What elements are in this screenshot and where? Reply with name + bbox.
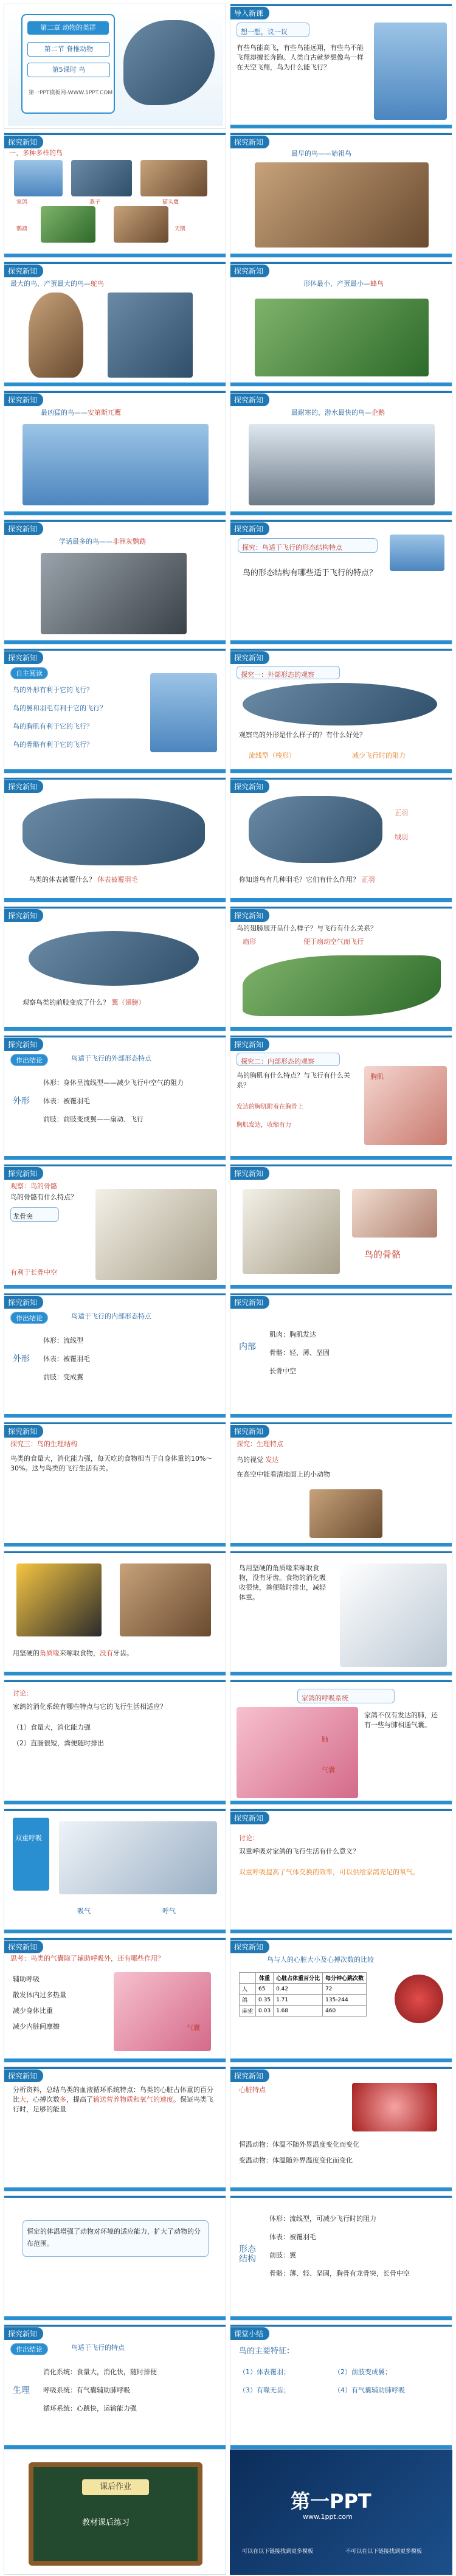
function-item: 减少内脏间摩擦	[13, 2023, 60, 2031]
slide-bone	[230, 1164, 452, 1289]
conclusion-badge: 作出结论	[10, 1054, 48, 1066]
intro-flying-bird-image	[374, 23, 447, 120]
feather-label: 正羽	[395, 809, 408, 817]
feature-item: （3）有喙无齿；	[239, 2386, 290, 2394]
question: 双重呼吸对家鸽的飞行生活有什么意义？	[239, 1847, 359, 1855]
inhale-label: 吸气	[77, 1907, 91, 1915]
body-text: 在高空中能看清地面上的小动物	[237, 1470, 330, 1478]
reading-badge: 自主阅读	[10, 667, 48, 679]
slide-title: 探究：生理特点	[237, 1440, 283, 1448]
slide-respiratory	[230, 1680, 452, 1805]
slide-constant-temperature	[4, 2195, 226, 2321]
slide-beak	[4, 1551, 226, 1676]
reading-item: 鸟的翼和羽毛有利于它的飞行？	[13, 704, 106, 712]
title-box	[237, 666, 340, 679]
temperature-line: 变温动物：体温随外界温度变化而变化	[239, 2156, 353, 2164]
question: 鸟的胸肌有什么特点？与飞行有什么关系？	[237, 1072, 350, 1089]
slide-internal-summary	[230, 1293, 452, 1418]
pigeon-image	[22, 798, 205, 865]
slide-airsac-functions	[4, 1937, 226, 2063]
cover-bird-image	[123, 20, 215, 105]
question-box	[238, 538, 378, 553]
reading-item: 鸟的胸肌有利于它的飞行？	[13, 722, 93, 730]
slide-parrot	[4, 519, 226, 645]
bird-label: 鹦鹉	[16, 226, 28, 232]
hornbill-image	[16, 1563, 102, 1636]
table-header: 每分钟心跳次数	[323, 1973, 367, 1984]
brand-url: www.1ppt.com	[303, 2513, 353, 2521]
muscle-label: 发达的胸肌附着在胸骨上	[237, 1104, 303, 1110]
slide-title: 最早的鸟——始祖鸟	[291, 150, 351, 158]
side-label: 内部	[239, 1342, 256, 1352]
slide-conclusion-internal	[4, 1293, 226, 1418]
section-tag: 探究新知	[230, 909, 269, 922]
discussion-line: 家鸽的消化系统有哪些特点与它的飞行生活相适应？	[13, 1703, 167, 1711]
answer-1: 扇形	[243, 938, 256, 946]
slide-summary	[230, 2324, 452, 2450]
slide-intro	[230, 4, 452, 129]
feather-label: 绒羽	[395, 833, 408, 841]
slide-title: 最大的鸟、产蛋最大的鸟—鸵鸟	[10, 280, 104, 288]
answer: 有利于长骨中空	[10, 1269, 57, 1276]
section-tag: 探究新知	[4, 1425, 43, 1438]
penguin-image	[249, 424, 435, 505]
feature-item: （4）有气囊辅助肺呼吸	[334, 2386, 405, 2394]
ending-background	[230, 2450, 452, 2575]
title-box	[237, 1053, 340, 1066]
slide-circulation	[4, 2066, 226, 2192]
slide-internal-observation	[230, 1035, 452, 1160]
section-tag: 探究新知	[4, 909, 43, 922]
section-tag: 探究新知	[4, 2327, 43, 2340]
cover-background	[8, 8, 223, 126]
parrot-image	[41, 553, 187, 634]
exhale-label: 呼气	[162, 1907, 176, 1915]
conclusion-row: 消化系统：食量大，消化快，随时排便	[43, 2368, 157, 2376]
intro-box	[237, 23, 309, 37]
bird-label: 燕子	[89, 199, 101, 206]
muscle-label: 胸肌发达，收缩有力	[237, 1122, 291, 1129]
slide-conclusion-external	[4, 1035, 226, 1160]
answer: 双重呼吸提高了气体交换的效率，可以供给家鸽充足的氧气。	[239, 1868, 420, 1876]
section-tag: 探究新知	[230, 1425, 269, 1438]
table-header: 体重	[256, 1973, 274, 1984]
body-text: 用坚硬的角质喙来啄取食物，没有牙齿。	[13, 1649, 133, 1657]
table-row: 鸽 0.35 1.71 135-244	[240, 1995, 367, 2006]
slide-hummingbird	[230, 261, 452, 387]
side-label: 外形	[13, 1354, 30, 1364]
conclusion-row: 体形：流线型	[43, 1337, 83, 1345]
summary-row: 骨骼：薄、轻、坚固，胸骨有龙骨突，长骨中空	[269, 2270, 410, 2277]
side-label: 形态结构	[239, 2245, 256, 2264]
section-tag: 探究新知	[4, 393, 43, 406]
slide-external-observation	[230, 648, 452, 774]
bird-image-4	[41, 206, 95, 243]
conclusion-row: 长骨中空	[269, 1367, 296, 1375]
slide-ostrich	[4, 261, 226, 387]
section-tag: 探究新知	[4, 522, 43, 535]
slide-self-reading	[4, 648, 226, 774]
conclusion-row: 前肢：前肢变成翼——扇动、飞行	[43, 1115, 143, 1123]
wing-image	[243, 955, 441, 1016]
body-text: 恒定的体温增强了动物对环境的适应能力，扩大了动物的分布范围。	[27, 2228, 201, 2248]
temperature-line: 恒温动物：体温不随外界温度变化而变化	[239, 2141, 359, 2148]
bird-label: 猫头鹰	[162, 199, 179, 206]
section-tag: 课堂小结	[230, 2327, 269, 2340]
feature-item: （1）体表覆羽；	[239, 2368, 290, 2376]
slide-title: 心脏特点	[239, 2086, 266, 2094]
slide-title: 讨论：	[13, 1689, 33, 1697]
slide-title: 探究二：内部形态的观察	[241, 1058, 314, 1065]
digestive-diagram	[340, 1563, 447, 1667]
section-tag: 探究新知	[230, 393, 269, 406]
homework-title: 课后作业	[82, 2479, 149, 2495]
question: 鸟的翅膀展开呈什么样子？与飞行有什么关系？	[237, 924, 377, 932]
section-tag: 探究新知	[4, 1296, 43, 1309]
question: 观察鸟的外形是什么样子的？有什么好处？	[239, 731, 366, 739]
title-badge	[13, 1818, 49, 1891]
muscle-label: 胸肌	[370, 1073, 384, 1081]
intro-box-title: 想一想，议一议	[241, 28, 288, 36]
slide-title: 双重呼吸	[15, 1834, 42, 1842]
heart-image	[352, 2083, 437, 2131]
table-header	[240, 1973, 256, 1984]
slide-double-respiration-discussion	[230, 1809, 452, 1934]
bird-outline-image	[243, 683, 437, 725]
eagle-image	[120, 1563, 211, 1636]
summary-row: 体形：流线型，可减少飞行时的阻力	[269, 2215, 376, 2223]
slide-cover	[4, 4, 226, 129]
slide-conclusion-physiology	[4, 2324, 226, 2450]
section-tag: 探究新知	[230, 1296, 269, 1309]
bird-image-5	[114, 206, 168, 243]
slide-condor	[4, 390, 226, 516]
question-text: 探究：鸟适于飞行的形态结构特点	[242, 544, 342, 552]
slide-title: 探究三：鸟的生理结构	[10, 1440, 77, 1448]
section-tag: 探究新知	[4, 780, 43, 793]
table-row: 人 65 0.42 72	[240, 1984, 367, 1995]
question: 观察鸟类的前肢变成了什么？ 翼（翅膀）	[22, 999, 145, 1006]
section-tag: 探究新知	[230, 1941, 269, 1953]
body-text: 鸟用坚硬的角质喙来啄取食物，没有牙齿。食物的消化吸收很快，粪便随时排出，减轻体重。	[239, 1564, 326, 1601]
table-header: 心脏占体重百分比	[274, 1973, 323, 1984]
conclusion-badge: 作出结论	[10, 2343, 48, 2355]
slide-title: 鸟与人的心脏大小及心搏次数的比较	[267, 1956, 374, 1964]
answer-2: 便于扇动空气而飞行	[303, 938, 364, 946]
slide-wings	[4, 906, 226, 1031]
slide-title: 最耐寒的、游水最快的鸟—企鹅	[291, 409, 385, 417]
section-tag: 探究新知	[230, 1812, 269, 1824]
slide-temperature	[230, 2066, 452, 2192]
cover-title-box	[21, 14, 115, 114]
summary-row: 体表：被覆羽毛	[269, 2233, 316, 2241]
conclusion-row: 肌肉：胸肌发达	[269, 1331, 316, 1338]
body-text: 分析资料，总结鸟类的血液循环系统特点：鸟类的心脏占体重的百分比大，心搏次数多，提高了输送营养物质和氧气的速度。保证鸟类飞行时，足够的能量	[13, 2086, 213, 2113]
section-tag: 探究新知	[4, 1167, 43, 1180]
slide-physiology	[4, 1422, 226, 1547]
airsac-diagram	[114, 1972, 211, 2051]
skeleton-image	[95, 1189, 217, 1280]
slide-skeleton	[4, 1164, 226, 1289]
slide-archaeopteryx	[230, 133, 452, 258]
conclusion-row: 骨骼：轻、薄、坚固	[269, 1349, 330, 1357]
airsac-label: 气囊	[322, 1766, 335, 1774]
label-box	[10, 1207, 59, 1222]
section-tag: 探究新知	[230, 265, 269, 277]
slide-digestion	[230, 1551, 452, 1676]
conclusion-row: 体表：被覆羽毛	[43, 1355, 90, 1363]
side-label: 外形	[13, 1096, 30, 1106]
section-tag: 探究新知	[230, 780, 269, 793]
table-row: 麻雀 0.03 1.68 460	[240, 2006, 367, 2017]
section-tag: 探究新知	[230, 651, 269, 664]
reading-item: 鸟的外形有利于它的飞行？	[13, 686, 93, 694]
ostrich-egg-image	[29, 293, 83, 378]
bird-image	[390, 535, 444, 571]
body-text: 家鸽不仅有发达的肺，还有一些与肺相通气囊。	[364, 1711, 438, 1729]
table-header-row	[240, 1973, 367, 1984]
summary-row: 前肢：翼	[269, 2251, 296, 2259]
question: 鸟的视觉 发达	[237, 1456, 279, 1464]
cover-lesson: 第5课时 鸟	[27, 63, 110, 77]
question: 鸟类的体表被覆什么？ 体表被覆羽毛	[29, 876, 138, 884]
reading-item: 鸟的骨骼有利于它的飞行？	[13, 741, 93, 749]
archaeopteryx-image	[255, 162, 429, 248]
slide-title: 家鸽的呼吸系统	[302, 1694, 348, 1702]
section-tag: 探究新知	[4, 1038, 43, 1051]
slide-penguin	[230, 390, 452, 516]
homework-text: 教材课后练习	[82, 2518, 130, 2527]
function-item: 辅助呼吸	[13, 1975, 40, 1983]
answer-2: 减少飞行时的阻力	[352, 752, 406, 760]
answer-1: 流线型（梭形）	[249, 752, 295, 760]
slide-ending	[230, 2450, 452, 2575]
function-item: 散发体内过多热量	[13, 1991, 66, 1999]
slide-feathers	[4, 777, 226, 902]
conclusion-row: 循环系统：心跳快，运输能力强	[43, 2405, 137, 2412]
section-tag: 导入新课	[230, 7, 269, 19]
discussion-line: （2）直肠很短，粪便随时排出	[13, 1739, 104, 1747]
section-tag: 探究新知	[4, 1941, 43, 1953]
hummingbird-image	[255, 299, 429, 376]
respiratory-diagram	[237, 1707, 358, 1798]
airsac-label: 气囊	[187, 2024, 200, 2032]
title-box	[297, 1689, 395, 1703]
section-tag: 探究新知	[230, 1167, 269, 1180]
conclusion-row: 呼吸系统：有气囊辅助肺呼吸	[43, 2386, 130, 2394]
link-text: 不可以在以下链接找到更多模板	[345, 2549, 423, 2555]
slide-homework	[4, 2450, 226, 2575]
slide-title: 观察：鸟的骨骼	[10, 1182, 57, 1190]
bird-image-2	[71, 160, 132, 196]
slide-explore-question	[230, 519, 452, 645]
cover-footer: 第一PPT模板网-WWW.1PPT.COM	[29, 90, 113, 96]
bone-label: 鸟的骨骼	[364, 1249, 401, 1260]
section-tag: 探究新知	[4, 651, 43, 664]
conclusion-row: 体表：被覆羽毛	[43, 1097, 90, 1105]
cover-chapter: 第二章 动物的类群	[27, 21, 109, 35]
section-tag: 探究新知	[230, 1038, 269, 1051]
slide-title: 一、多种多样的鸟	[9, 149, 63, 157]
feature-item: （2）前肢变成翼；	[334, 2368, 392, 2376]
cover-section: 第二节 脊椎动物	[27, 42, 110, 57]
conclusion-title: 鸟适于飞行的外部形态特点	[71, 1054, 151, 1062]
bird-label: 天鹅	[174, 226, 186, 232]
info-box	[22, 2220, 209, 2257]
function-item: 减少身体比重	[13, 2007, 53, 2015]
bone-image	[352, 1189, 437, 1238]
slide-title: 探究一：外部形态的观察	[241, 671, 314, 679]
chalkboard	[29, 2462, 202, 2566]
slide-wing-shape	[230, 906, 452, 1031]
pigeon-image	[249, 796, 382, 863]
bird-wing-image	[29, 931, 199, 986]
slide-feather-types	[230, 777, 452, 902]
side-label: 生理	[13, 2386, 30, 2395]
slide-vision	[230, 1422, 452, 1547]
discussion-line: （1）食量大，消化能力强	[13, 1723, 91, 1731]
slide-diverse-birds	[4, 133, 226, 258]
respiration-diagram	[59, 1821, 217, 1894]
slide-title: 学话最多的鸟——非洲灰鹦鹉	[59, 538, 146, 545]
conclusion-title: 鸟适于飞行的特点	[71, 2344, 125, 2352]
section-tag: 探究新知	[230, 2069, 269, 2082]
bird-image-3	[140, 160, 207, 196]
conclusion-row: 体形：身体呈流线型——减少飞行中空气的阻力	[43, 1079, 184, 1087]
bird-image	[150, 673, 217, 752]
body-text: 鸟类的食量大，消化能力强，每天吃的食物相当于自身体重的10%～30%。这与鸟类的飞行生活有关。	[10, 1455, 213, 1472]
lung-label: 肺	[322, 1736, 328, 1743]
condor-image	[22, 424, 209, 505]
keel-label: 龙骨突	[13, 1213, 33, 1220]
section-tag: 探究新知	[4, 136, 43, 148]
section-tag: 探究新知	[4, 265, 43, 277]
slide-heart-comparison	[230, 1937, 452, 2063]
question: 鸟的骨骼有什么特点？	[10, 1193, 77, 1201]
slide-title: 形体最小、产蛋最小—蜂鸟	[303, 280, 384, 288]
slide-title: 鸟的主要特征：	[239, 2347, 295, 2356]
question: 思考：鸟类的气囊除了辅助呼吸外，还有哪些作用？	[10, 1955, 164, 1962]
conclusion-row: 前肢：变成翼	[43, 1373, 83, 1381]
section-tag: 探究新知	[4, 2069, 43, 2082]
slide-double-respiration	[4, 1809, 226, 1934]
section-tag: 探究新知	[230, 522, 269, 535]
conclusion-badge: 作出结论	[10, 1312, 48, 1324]
intro-text: 有些鸟能高飞，有些鸟能远翔，有些鸟不能飞翔却擅长奔跑。人类自古就梦想像鸟一样在天空飞翔，鸟为什么能飞行？	[237, 44, 364, 71]
question: 你知道鸟有几种羽毛？它们有什么作用？ 正羽	[239, 876, 375, 884]
section-tag: 探究新知	[230, 136, 269, 148]
bird-label: 家鸽	[16, 199, 28, 206]
owl-image	[309, 1489, 382, 1538]
slide-title: 讨论：	[239, 1834, 259, 1842]
slide-discussion	[4, 1680, 226, 1805]
ostrich-image	[108, 293, 193, 378]
link-text: 可以在以下链接找到更多模板	[242, 2549, 314, 2555]
brand-logo: 第一PPT	[291, 2490, 371, 2513]
bird-image-1	[14, 160, 63, 196]
slide-morphology-summary	[230, 2195, 452, 2321]
conclusion-title: 鸟适于飞行的内部形态特点	[71, 1312, 151, 1320]
comparison-table	[239, 1972, 367, 2017]
slide-title: 最凶猛的鸟——安第斯兀鹰	[41, 409, 121, 417]
question-detail: 鸟的形态结构有哪些适于飞行的特点？	[243, 569, 378, 578]
heart-image	[395, 1975, 443, 2023]
skeleton-image	[243, 1189, 340, 1274]
